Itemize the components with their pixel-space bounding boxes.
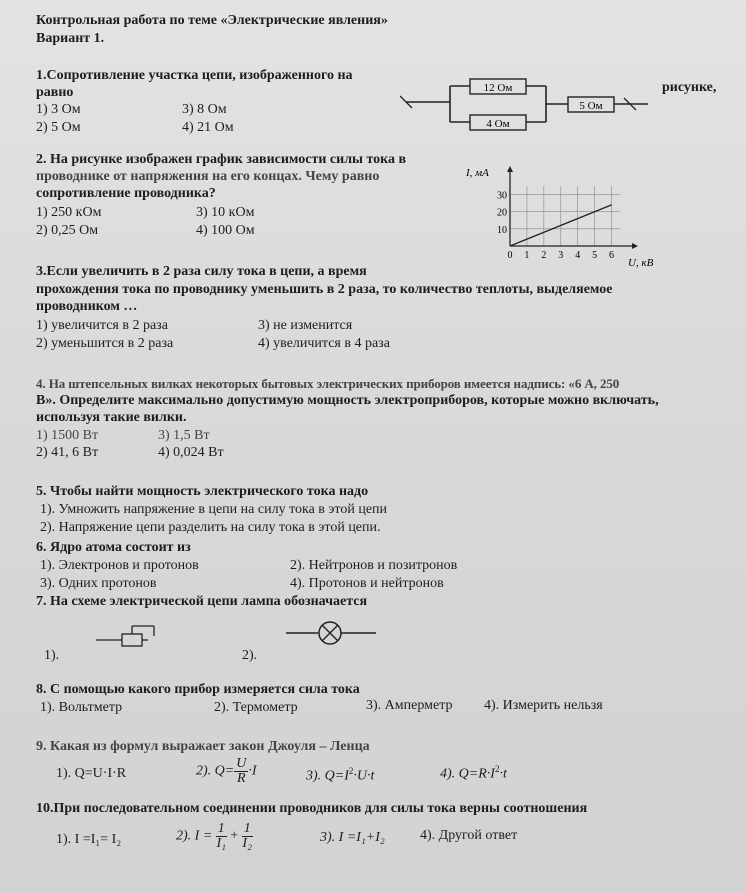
q2-option-3: 3) 10 кОм [196, 205, 255, 220]
q9-option-4: 4). $Q=R\cdot I^2\cdot t$ [440, 764, 507, 782]
chart-ylabel: I, мА [466, 167, 489, 179]
q1-text-line1: 1.Сопротивление участка цепи, изображенного на [36, 68, 353, 83]
chart-x-tick-label: 1 [524, 250, 530, 261]
q4-text-line1: 4. На штепсельных вилках некоторых бытовых электрических приборов имеется надпись: «6 А, 250 [36, 376, 620, 391]
q1-option-2: 2) 5 Ом [36, 120, 81, 135]
q6-option-3: 3). Одних протонов [40, 576, 157, 591]
q2-current-voltage-chart [456, 160, 672, 270]
q1-text-line1-end: рисунке, [662, 80, 717, 95]
q4-option-4: 4) 0,024 Вт [158, 445, 224, 460]
q2-option-1: 1) 250 кОм [36, 205, 102, 220]
q2-text-line3: сопротивление проводника? [36, 186, 216, 201]
q9-option-2: 2). Q= $\frac{U}{R}$ ·I [196, 756, 257, 786]
q8-option-3: 3). Амперметр [366, 698, 453, 713]
q2-option-4: 4) 100 Ом [196, 223, 255, 238]
q7-lamp-symbol-icon [286, 620, 378, 646]
q1-text-line2: равно [36, 85, 74, 100]
q3-text-line3: проводником … [36, 299, 138, 314]
chart-x-tick-label: 0 [507, 250, 513, 261]
variant-label: Вариант 1. [36, 31, 105, 46]
q4-option-2: 2) 41, 6 Вт [36, 445, 99, 460]
q6-option-4: 4). Протонов и нейтронов [290, 576, 444, 591]
q9-option-1: 1). Q=U·I·R [56, 766, 127, 781]
q7-text-line1: 7. На схеме электрической цепи лампа обозначается [36, 594, 368, 609]
q10-option-2: 2). I = $\frac{1}{\text{I₁}}$ + $\frac{1}{\text{I₂}}$ [176, 821, 252, 851]
q3-option-2: 2) уменьшится в 2 раза [36, 336, 174, 351]
q10-option-1: 1). I =I₁= I₂ [56, 832, 122, 847]
q4-text-line2: В». Определите максимально допустимую мощность электроприборов, которые можно включать, [36, 393, 659, 408]
q10-text-line1: 10.При последовательном соединении проводников для силы тока верны соотношения [36, 801, 588, 816]
q1-circuit-diagram [400, 78, 656, 140]
chart-x-tick-label: 3 [558, 250, 564, 261]
q8-option-1: 1). Вольтметр [40, 700, 123, 715]
q10-option-4: 4). Другой ответ [420, 828, 518, 843]
q3-option-3: 3) не изменится [258, 318, 353, 333]
q5-option-2: 2). Напряжение цепи разделить на силу тока в этой цепи. [40, 520, 381, 535]
chart-x-tick-label: 6 [609, 250, 615, 261]
q8-text-line1: 8. С помощью какого прибор измеряется сила тока [36, 682, 360, 697]
chart-x-tick-label: 5 [592, 250, 598, 261]
q3-text-line1: 3.Если увеличить в 2 раза силу тока в цепи, а время [36, 264, 367, 279]
chart-y-arrow [507, 166, 513, 172]
worksheet-title: Контрольная работа по теме «Электрические явления» [36, 13, 388, 28]
q10-option-3: 3). I =I₁+I₂ [320, 830, 385, 845]
q2-text-line2: проводнике от напряжения на его концах. Чему равно [36, 169, 380, 184]
q6-option-1: 1). Электронов и протонов [40, 558, 199, 573]
q6-text-line1: 6. Ядро атома состоит из [36, 540, 191, 555]
chart-xlabel: U, кВ [628, 257, 654, 269]
q3-option-1: 1) увеличится в 2 раза [36, 318, 168, 333]
q4-text-line3: используя такие вилки. [36, 410, 187, 425]
q1-option-3: 3) 8 Ом [182, 102, 227, 117]
q1-option-1: 1) 3 Ом [36, 102, 81, 117]
q6-option-2: 2). Нейтронов и позитронов [290, 558, 458, 573]
q7-option-2: 2). [242, 648, 258, 663]
svg-text:5 Ом: 5 Ом [579, 100, 603, 112]
q3-text-line2: прохождения тока по проводнику уменьшить в 2 раза, то количество теплоты, выделяемое [36, 282, 613, 297]
chart-y-tick-label: 10 [497, 224, 507, 236]
q5-option-1: 1). Умножить напряжение в цепи на силу тока в этой цепи [40, 502, 388, 517]
svg-text:12 Ом: 12 Ом [483, 82, 513, 94]
chart-x-tick-label: 4 [575, 250, 581, 261]
q4-option-1: 1) 1500 Вт [36, 428, 99, 443]
chart-x-tick-label: 2 [541, 250, 547, 261]
q9-text-line1: 9. Какая из формул выражает закон Джоуля – Ленца [36, 739, 370, 754]
chart-y-tick-label: 20 [497, 207, 507, 219]
chart-x-arrow [632, 243, 638, 249]
q8-option-4: 4). Измерить нельзя [484, 698, 603, 713]
q2-option-2: 2) 0,25 Ом [36, 223, 99, 238]
q2-text-line1: 2. На рисунке изображен график зависимости силы тока в [36, 152, 407, 167]
q1-option-4: 4) 21 Ом [182, 120, 234, 135]
svg-text:4 Ом: 4 Ом [486, 118, 510, 130]
q3-option-4: 4) увеличится в 4 раза [258, 336, 390, 351]
chart-y-tick-label: 30 [497, 190, 507, 202]
q7-option-1: 1). [44, 648, 60, 663]
q7-switch-symbol-icon [96, 620, 186, 654]
q9-option-3: 3). $Q=I^2\cdot U\cdot t$ [306, 766, 375, 784]
q8-option-2: 2). Термометр [214, 700, 298, 715]
q4-option-3: 3) 1,5 Вт [158, 428, 210, 443]
q5-text-line1: 5. Чтобы найти мощность электрического тока надо [36, 484, 369, 499]
